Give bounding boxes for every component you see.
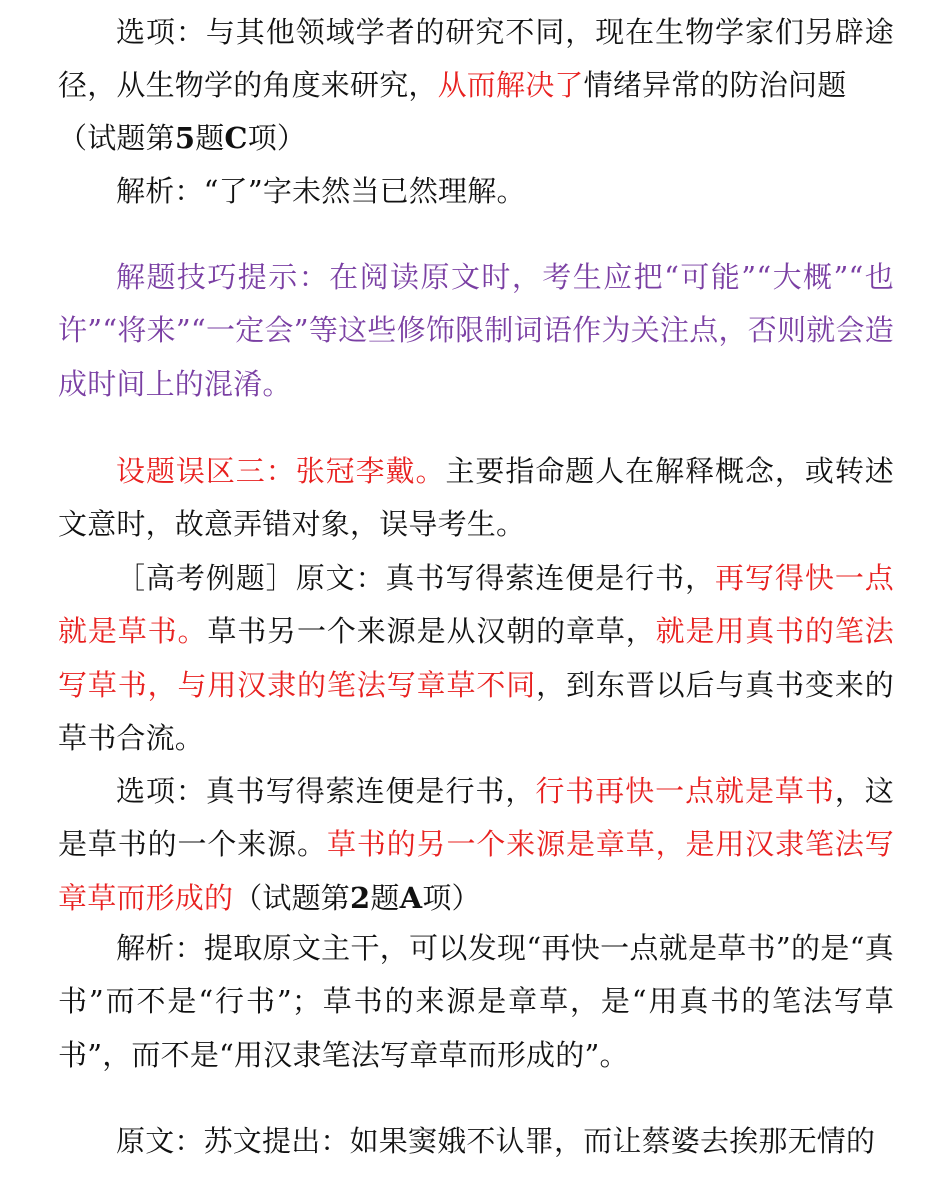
analysis-paragraph-1 <box>58 165 894 218</box>
highlighted-text: 就是用真书的笔法写草书，与用汉隶的笔法写章草不同 <box>58 614 894 702</box>
body-text: 选项：真书写得萦连便是行书， <box>116 774 536 808</box>
body-text: 原文：苏文提出：如果窦娥不认罪，而让蔡婆去挨那无情的 <box>116 1124 876 1158</box>
body-text: ，到东晋以后与真书变来的草书合流。 <box>58 667 895 755</box>
option-paragraph-1 <box>58 6 894 113</box>
body-text: 解析：提取原文主干，可以发现“再快一点就是草书”的是“真书”而不是“行书”；草书的来源是章草，是“用真书的笔法写草书”，而不是“用汉隶笔法写章草而形成的”。 <box>58 931 894 1072</box>
body-text: 题 <box>195 121 225 155</box>
highlighted-text: 设题误区三：张冠李戴。 <box>116 454 446 488</box>
body-text: （试题第 <box>58 121 175 155</box>
body-text: 情绪异常的防治问题 <box>583 68 847 103</box>
tip-text: 解题技巧提示：在阅读原文时，考生应把“可能”“大概”“也许”“将来”“一定会”等这些修饰限制词语作为关注点，否则就会造成时间上的混淆。 <box>58 260 894 401</box>
highlighted-text: 从而解决了 <box>437 68 584 103</box>
body-text: 项） <box>247 121 307 155</box>
bold-text: 2 <box>350 880 371 915</box>
highlighted-text: 草书的另一个来源是章草，是用汉隶笔法写章草而形成的 <box>58 827 894 915</box>
body-text: 题 <box>370 880 400 915</box>
tip-paragraph <box>58 251 894 411</box>
bold-text: C <box>224 121 248 155</box>
body-text: ［高考例题］原文：真书写得萦连便是行书， <box>116 561 716 595</box>
body-text: 解析：“了”字未然当已然理解。 <box>116 174 526 208</box>
original-text-paragraph <box>58 1115 894 1168</box>
body-text: 选项：与其他领域学者的研究不同，现在生物学家们另辟途径，从生物学的角度来研究， <box>58 15 894 103</box>
body-text: （试题第 <box>233 880 351 915</box>
option-paragraph-2 <box>58 765 894 925</box>
question-reference-1 <box>58 112 894 165</box>
highlighted-text: 行书再快一点就是草书 <box>535 774 835 808</box>
analysis-paragraph-2 <box>58 922 894 1082</box>
highlighted-text: 再写得快一点就是草书。 <box>58 561 894 649</box>
bold-text: 5 <box>174 121 196 155</box>
body-text: 草书另一个来源是从汉朝的章草， <box>207 614 656 649</box>
trap-paragraph-3 <box>58 445 894 552</box>
bold-text: A <box>399 880 423 915</box>
body-text: 项） <box>422 880 481 915</box>
body-text: ，这是草书的一个来源。 <box>58 774 894 862</box>
example-original-paragraph <box>58 552 894 765</box>
body-text: 主要指命题人在解释概念，或转述文意时，故意弄错对象，误导考生。 <box>58 454 894 542</box>
